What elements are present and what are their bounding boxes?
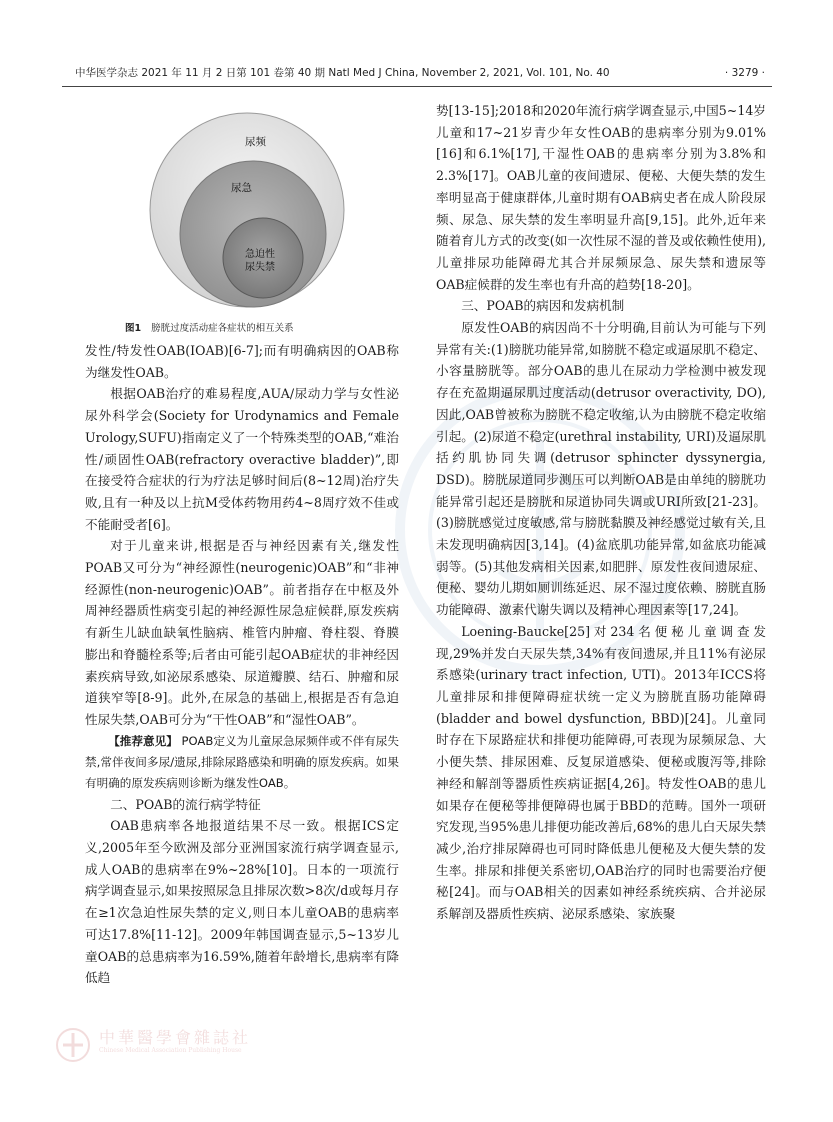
label-line: 尿失禁 <box>245 262 275 273</box>
left-column <box>85 100 399 989</box>
label-frequency: 尿频 <box>245 136 266 148</box>
paragraph: 发性/特发性OAB(IOAB)[6-7];而有明确病因的OAB称为继发性OAB。 <box>85 343 399 380</box>
publisher-logo-icon <box>55 1027 91 1063</box>
paragraph: 势[13-15];2018和2020年流行病学调查显示,中国5~14岁儿童和17~21岁青少年女性OAB的患病率分别为9.01%[16]和6.1%[17],干湿性OAB的患病率分别为3.8%和2.3%[17]。OAB儿童的夜间遗尿、便秘、大便失禁的发生率明显高于健康群体,儿童时期有OAB病史者在成人阶段尿频、尿急、尿失禁的发生率明显升高[9,15]。此外,近年来随着育儿方式的改变(如一次性尿不湿的普及或依赖性使用),儿童排尿功能障碍尤其合并尿频尿急、尿失禁和遗尿等OAB症候群的发生率也有升高的趋势[18-20]。 <box>436 103 766 292</box>
figure-caption-text: 膀胱过度活动症各症状的相互关系 <box>151 323 294 334</box>
recommendation-box <box>85 731 399 794</box>
recommendation-title: 【推荐意见】 <box>108 733 178 748</box>
header-rule <box>62 86 772 87</box>
label-line: 急迫性 <box>245 249 275 260</box>
paragraph: OAB患病率各地报道结果不尽一致。根据ICS定义,2005年至今欧洲及部分亚洲国家流行病学调查显示,成人OAB的患病率在9%~28%[10]。日本的一项流行病学调查显示,如果按照尿急且排尿次数>8次/d或每月存在≥1次急迫性尿失禁的定义,则日本儿童OAB的患病率可达17.8%[11-12]。2009年韩国调查显示,5~13岁儿童OAB的总患病率为16.59%,随着年龄增长,患病率有降低趋 <box>85 818 399 986</box>
label-urgency: 尿急 <box>231 182 252 194</box>
right-column <box>436 100 766 925</box>
section-heading: 二、POAB的流行病学特征 <box>110 796 261 812</box>
recommendation-body: POAB定义为儿童尿急尿频伴或不伴有尿失禁,常伴夜间多尿/遗尿,排除尿路感染和明确的原发疾病。如果有明确的原发疾病则诊断为继发性OAB。 <box>85 733 399 790</box>
running-header <box>75 64 765 82</box>
section-heading: 三、POAB的病因和发病机制 <box>461 298 625 314</box>
venn-diagram <box>85 100 399 325</box>
paragraph: 根据OAB治疗的难易程度,AUA/尿动力学与女性泌尿外科学会(Society for Urodynamics and Female Urology,SUFU)指南定义了一个特殊类型的OAB,“难治性/顽固性OAB(refractory overactive bladder)”,即在接受符合症状的行为疗法足够时间后(8~12周)治疗失败,且有一种及以上抗M受体药物用药4~8周疗效不佳或不能耐受者[6]。 <box>85 386 399 532</box>
paragraph: Loening-Baucke[25]对234名便秘儿童调查发现,29%并发白天尿失禁,34%有夜间遗尿,并且11%有泌尿系感染(urinary tract infection, UTI)。2013年ICCS将儿童排尿和排便障碍症状统一定义为膀胱直肠功能障碍(bladder and bowel dysfunction, BBD)[24]。儿童同时存在下尿路症状和排便功能障碍,可表现为尿频尿急、大小便失禁、排尿困难、反复尿道感染、便秘或腹泻等,排除神经和解剖等器质性疾病证据[4,26]。特发性OAB的患儿如果存在便秘等排便障碍也属于BBD的范畴。国外一项研究发现,当95%患儿排便功能改善后,68%的患儿白天尿失禁减少,治疗排尿障碍也可同时降低患儿便秘及大便失禁的发生率。排尿和排便关系密切,OAB治疗的同时也需要治疗便秘[24]。而与OAB相关的因素如神经系统疾病、合并泌尿系解剖及器质性疾病、泌尿系感染、家族聚 <box>436 623 766 922</box>
figure-number: 图1 <box>125 323 142 334</box>
figure-caption <box>125 320 405 334</box>
journal-citation: 中华医学杂志 2021 年 11 月 2 日第 101 卷第 40 期 Natl Med J China, November 2, 2021, Vol. 101, No. 40 <box>75 67 610 79</box>
watermark-en: Chinese Medical Association Publishing House <box>99 1047 242 1054</box>
paragraph: 原发性OAB的病因尚不十分明确,目前认为可能与下列异常有关:(1)膀胱功能异常,如膀胱不稳定或逼尿肌不稳定、小容量膀胱等。部分OAB的患儿在尿动力学检测中被发现存在充盈期逼尿肌过度活动(detrusor overactivity, DO),因此,OAB曾被称为膀胱不稳定收缩,认为由膀胱不稳定收缩引起。(2)尿道不稳定(urethral instability, URI)及逼尿肌括约肌协同失调(detrusor sphincter dyssynergia, DSD)。膀胱尿道同步测压可以判断OAB是由单纯的膀胱功能异常引起还是膀胱和尿道协同失调或URI所致[21-23]。(3)膀胱感觉过度敏感,常与膀胱黏膜及神经感觉过敏有关,且未发现明确病因[3,14]。(4)盆底肌功能异常,如盆底功能减弱等。(5)其他发病相关因素,如肥胖、原发性夜间遗尿症、便秘、婴幼儿期如厕训练延迟、尿不湿过度依赖、膀胱直肠功能障碍、激素代谢失调以及精神心理因素等[17,24]。 <box>436 320 767 618</box>
paragraph: 对于儿童来讲,根据是否与神经因素有关,继发性POAB又可分为“神经源性(neurogenic)OAB”和“非神经源性(non-neurogenic)OAB”。前者指存在中枢及外周神经器质性病变引起的神经源性尿急症候群,原发疾病有新生儿缺血缺氧性脑病、椎管内肿瘤、脊柱裂、脊膜膨出和脊髓栓系等;后者由可能引起OAB症状的非神经因素疾病导致,如泌尿系感染、尿道瓣膜、结石、肿瘤和尿道狭窄等[8-9]。此外,在尿急的基础上,根据是否有急迫性尿失禁,OAB可分为“干性OAB”和“湿性OAB”。 <box>85 538 399 727</box>
page-number: · 3279 · <box>724 67 765 79</box>
figure-1 <box>85 100 399 340</box>
watermark-cn: 中華醫學會雜誌社 <box>99 1028 252 1047</box>
publisher-watermark <box>55 1025 355 1065</box>
